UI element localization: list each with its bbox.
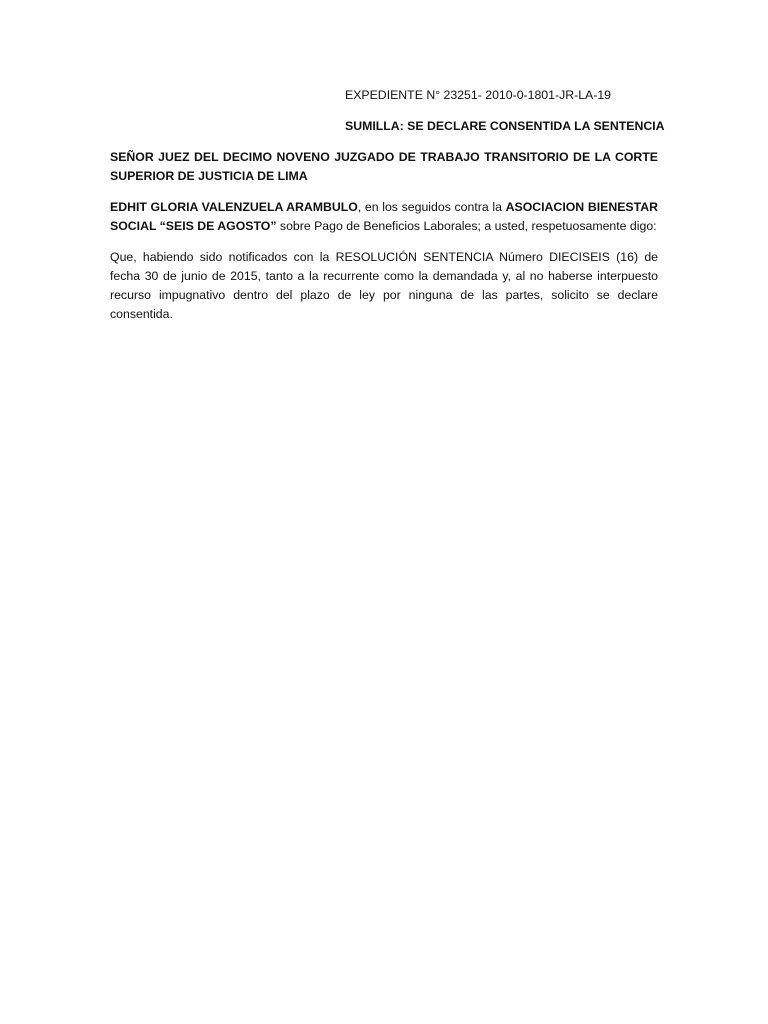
intro-text-1: , en los seguidos contra la	[357, 200, 506, 214]
addressee: SEÑOR JUEZ DEL DECIMO NOVENO JUZGADO DE TRABAJO TRANSITORIO DE LA CORTE SUPERIOR DE JUSTICIA DE LIMA	[110, 150, 658, 183]
body-paragraph: Que, habiendo sido notificados con la RESOLUCIÓN SENTENCIA Número DIECISEIS (16) de fecha 30 de junio de 2015, tanto a la recurrente como la demandada y, al no haberse interpuesto recurso impugnativo dentro del plazo de ley por ninguna de las partes, solicito se declare consentida.	[110, 250, 658, 321]
petitioner-name: EDHIT GLORIA VALENZUELA ARAMBULO	[110, 200, 358, 214]
intro-paragraph	[110, 198, 658, 236]
document-body	[110, 148, 658, 324]
intro-text-2: sobre Pago de Beneficios Laborales; a usted, respetuosamente digo:	[276, 219, 657, 233]
defendant-name: ASOCIACION BIENESTAR SOCIAL “SEIS DE AGOSTO”	[110, 200, 658, 233]
document-header	[345, 86, 675, 136]
sumilla: SUMILLA: SE DECLARE CONSENTIDA LA SENTENCIA	[345, 119, 665, 133]
expediente-number: EXPEDIENTE N° 23251- 2010-0-1801-JR-LA-19	[345, 88, 612, 102]
